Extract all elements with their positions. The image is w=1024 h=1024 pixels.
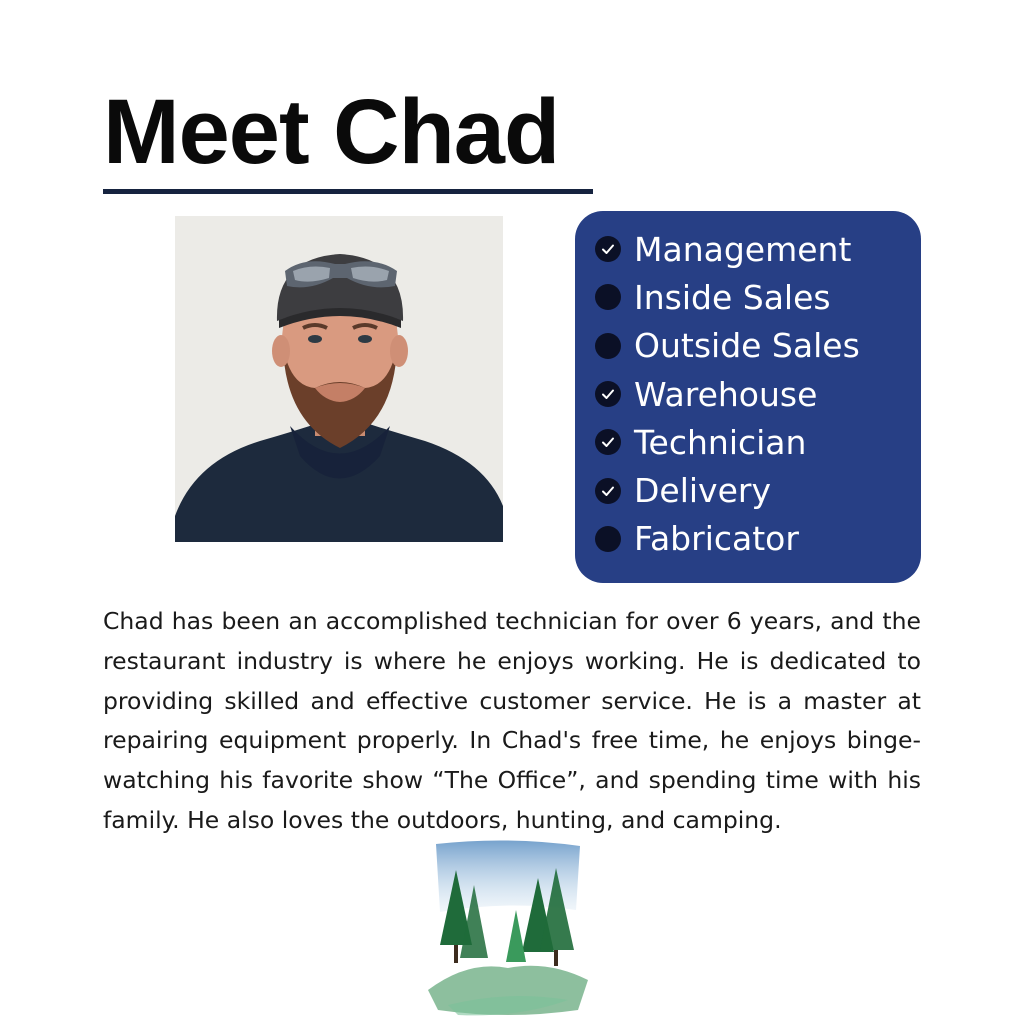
- skill-item-warehouse: [595, 370, 921, 418]
- check-circle-icon: [595, 478, 621, 504]
- skill-item-management: [595, 225, 921, 273]
- skill-item-technician: [595, 418, 921, 466]
- skill-label: Fabricator: [634, 519, 799, 559]
- check-circle-icon: [595, 429, 621, 455]
- skill-label: Inside Sales: [634, 277, 831, 317]
- skill-label: Technician: [634, 422, 807, 462]
- filled-circle-icon: [595, 526, 621, 552]
- skill-item-outside-sales: [595, 322, 921, 370]
- check-circle-icon: [595, 236, 621, 262]
- skill-item-inside-sales: [595, 273, 921, 321]
- skills-list: [575, 211, 921, 563]
- skill-item-fabricator: [595, 515, 921, 563]
- skill-label: Management: [634, 229, 852, 269]
- filled-circle-icon: [595, 284, 621, 310]
- skill-item-delivery: [595, 466, 921, 514]
- profile-photo: [175, 216, 503, 542]
- skill-label: Warehouse: [634, 374, 818, 414]
- forest-watercolor-illustration: [428, 840, 588, 1020]
- title-underline: [103, 189, 593, 194]
- skill-label: Delivery: [634, 471, 771, 511]
- page-title: Meet Chad: [103, 81, 560, 183]
- skills-panel: [575, 211, 921, 583]
- skill-label: Outside Sales: [634, 326, 860, 366]
- filled-circle-icon: [595, 333, 621, 359]
- bio-paragraph: Chad has been an accomplished technician for over 6 years, and the restaurant industry is where he enjoys working. He is dedicated to providing skilled and effective customer service. He is a master at repairing equipment properly. In Chad's free time, he enjoys binge-watching his favorite show “The Office”, and spending time with his family. He also loves the outdoors, hunting, and camping.: [103, 607, 921, 834]
- check-circle-icon: [595, 381, 621, 407]
